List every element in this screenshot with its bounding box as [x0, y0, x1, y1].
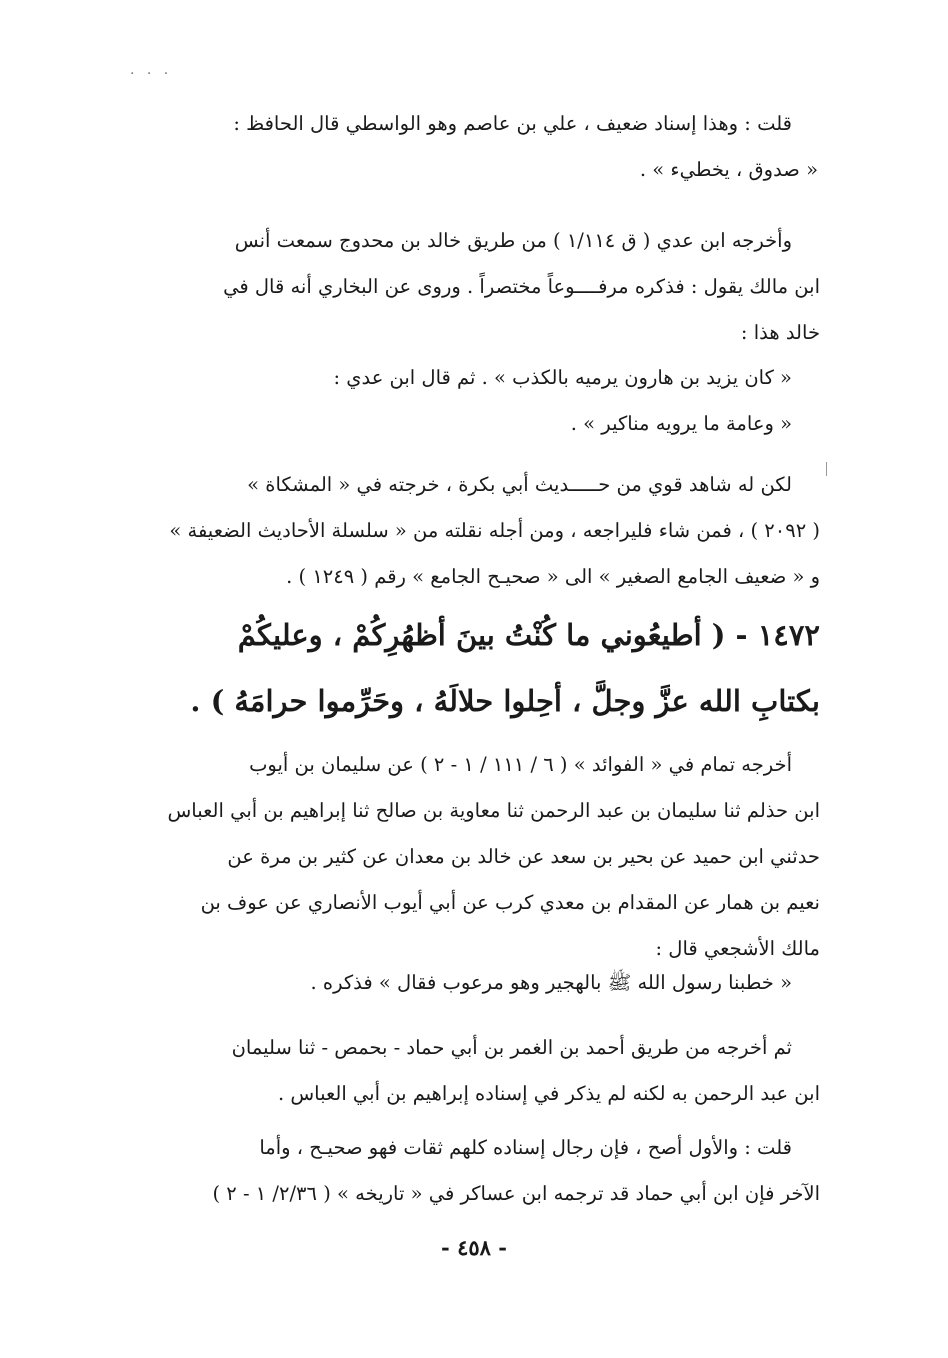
text-line: قلت : والأول أصح ، فإن رجال إسناده كلهم ثقات فهو صحيـح ، وأما	[259, 1136, 792, 1159]
text-line: ابن حذلم ثنا سليمان بن عبد الرحمن ثنا معاوية بن صالح ثنا إبراهيم بن أبي العباس	[167, 799, 820, 822]
text-line: حدثني ابن حميد عن بحير بن سعد عن خالد بن معدان عن كثير بن مرة عن	[227, 845, 820, 868]
paragraph-8	[100, 1125, 820, 1217]
paragraph-2	[100, 218, 820, 356]
hadith-line: بكتابِ الله عزَّ وجلَّ ، أحِلوا حلالَهُ ، وحَرِّموا حرامَهُ ) .	[190, 684, 820, 718]
text-line: « وعامة ما يرويه مناكير » .	[570, 412, 792, 435]
paragraph-6	[100, 960, 820, 1006]
text-line: لكن له شاهد قوي من حـــــديث أبي بكرة ، خرجته في « المشكاة »	[247, 473, 792, 496]
text-line: مالك الأشجعي قال :	[655, 937, 820, 960]
page-number: - ٤٥٨ -	[441, 1235, 507, 1260]
text-line: ( ٢٠٩٢ ) ، فمن شاء فليراجعه ، ومن أجله نقلته من « سلسلة الأحاديث الضعيفة »	[169, 519, 820, 542]
text-line: و « ضعيف الجامع الصغير » الى « صحيـح الجامع » رقم ( ١٢٤٩ ) .	[286, 565, 820, 588]
paragraph-3	[100, 355, 820, 447]
text-line: وأخرجه ابن عدي ( ق ١/١١٤ ) من طريق خالد بن محدوج سمعت أنس	[234, 229, 792, 252]
paragraph-1	[100, 101, 820, 193]
top-dots: . . .	[130, 62, 173, 78]
text-line: ابن عبد الرحمن به لكنه لم يذكر في إسناده إبراهيم بن أبي العباس .	[277, 1082, 820, 1105]
text-line: أخرجه تمام في « الفوائد » ( ٦ / ١١١ / ١ - ٢ ) عن سليمان بن أيوب	[249, 753, 792, 776]
text-line: نعيم بن همار عن المقدام بن معدي كرب عن أبي أيوب الأنصاري عن عوف بن	[200, 891, 820, 914]
text-line: « خطبنا رسول الله ﷺ بالهجير وهو مرعوب فقال » فذكره .	[310, 971, 792, 994]
text-line: قلت : وهذا إسناد ضعيف ، علي بن عاصم وهو الواسطي قال الحافظ :	[233, 112, 792, 135]
hadith-text	[100, 602, 820, 734]
paragraph-7	[100, 1025, 820, 1117]
paragraph-4	[100, 462, 820, 600]
text-line: ثم أخرجه من طريق أحمد بن الغمر بن أبي حماد - بحمص - ثنا سليمان	[231, 1036, 792, 1059]
text-line: خالد هذا :	[740, 321, 820, 344]
text-line: الآخر فإن ابن أبي حماد قد ترجمه ابن عساكر في « تاريخه » ( ٢/٣٦/ ١ - ٢ )	[212, 1182, 820, 1205]
text-line: « كان يزيد بن هارون يرميه بالكذب » . ثم قال ابن عدي :	[333, 366, 792, 389]
text-line: ابن مالك يقول : فذكره مرفــــوعاً مختصراً . وروى عن البخاري أنه قال في	[223, 275, 820, 298]
text-line: « صدوق ، يخطيء » .	[639, 158, 818, 181]
hadith-line: ١٤٧٢ - ( أطيعُوني ما كُنْتُ بينَ أظهُرِكُمْ ، وعليكُمْ	[237, 618, 820, 652]
margin-mark	[826, 462, 827, 476]
paragraph-5	[100, 742, 820, 972]
